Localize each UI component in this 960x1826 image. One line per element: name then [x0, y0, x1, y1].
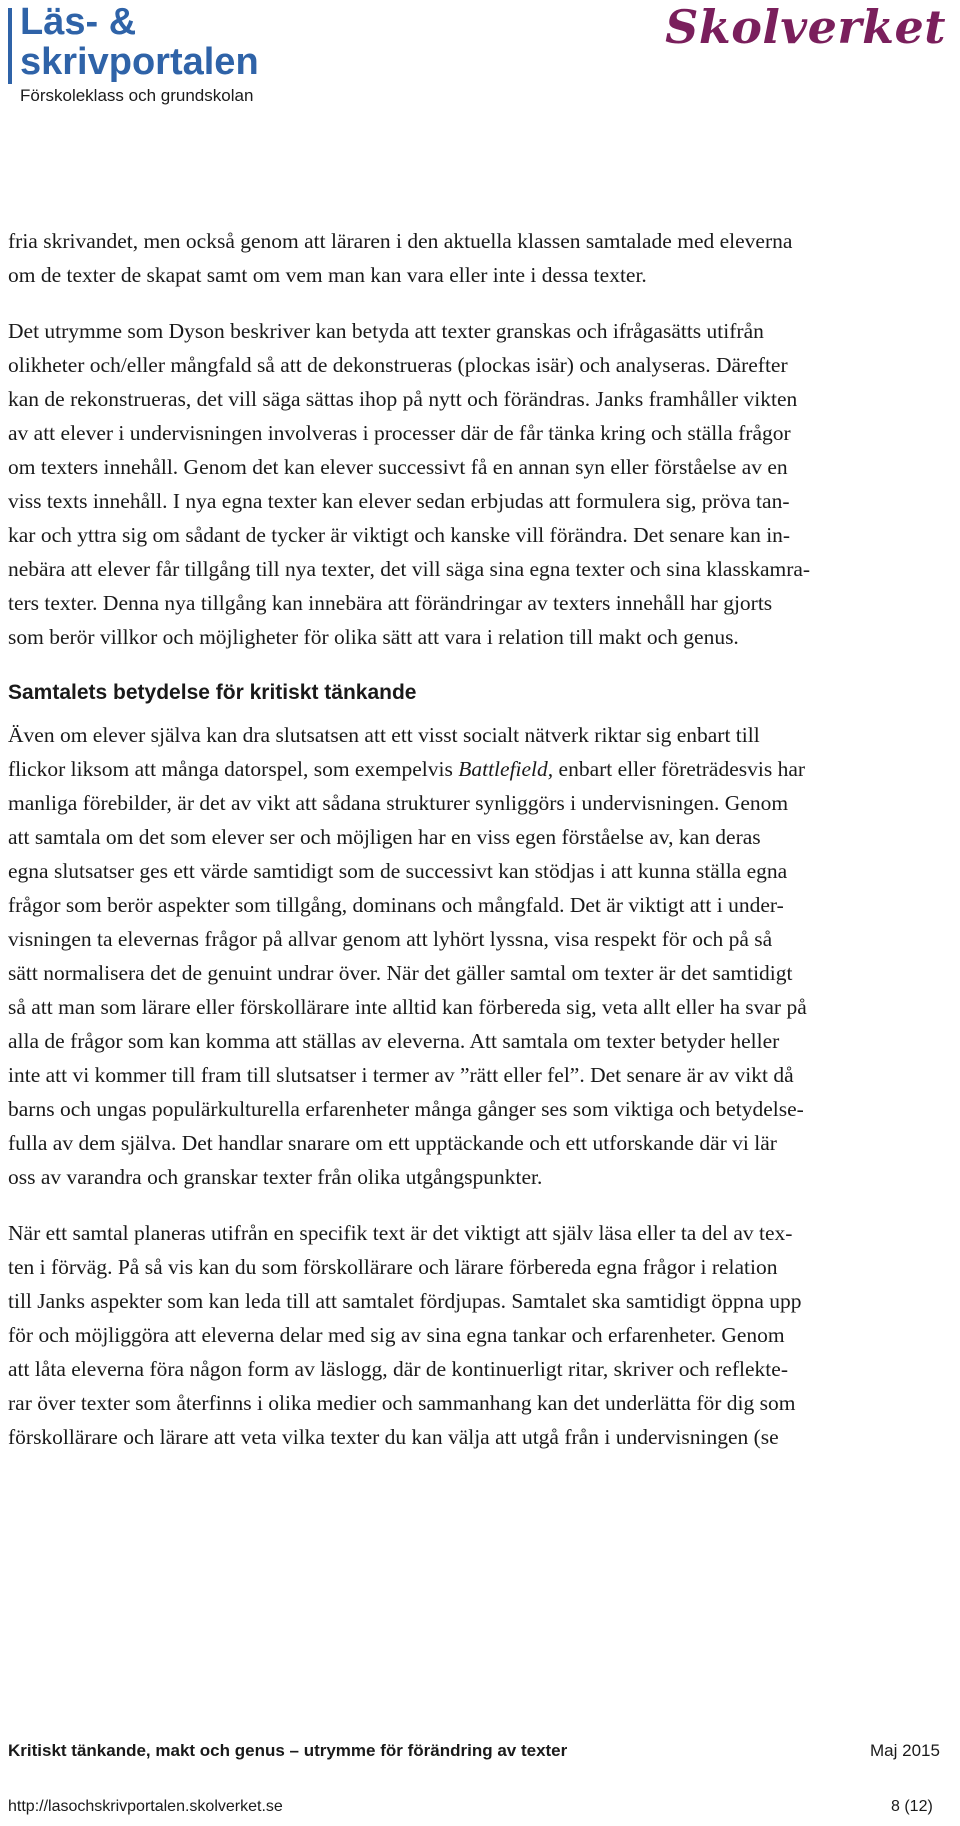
paragraph-3: [8, 718, 960, 1194]
paragraph-3-start: Även om elever själva kan dra slutsatsen att ett visst socialt nätverk riktar sig enbart till flickor liksom att många datorspel, som exempelvis: [8, 723, 760, 781]
logo-accent-bar: [8, 8, 12, 84]
italic-game-title: Battlefield,: [458, 757, 554, 781]
logo-title-line1: Läs- &: [20, 1, 137, 43]
section-heading: Samtalets betydelse för kritiskt tänkande: [8, 681, 417, 704]
page-header: [0, 0, 960, 110]
paragraph-3-end: enbart eller företrädesvis har manliga förebilder, är det av vikt att sådana strukturer synliggörs i undervisningen. Genom att samtala om det som elever ser och möjligen har en viss egen förståelse av, kan deras egna slutsatser ges ett värde samtidigt som de successivt kan stödjas i att kunna ställa egna frågor som berör aspekter som tillgång, dominans och mångfald. Det är viktigt att i under- visningen ta elevernas frågor på allvar genom att lyhört lyssna, visa respekt för och på så sätt normalisera det de genuint undrar över. När det gäller samtal om texter är det samtidigt så att man som lärare eller förskollärare inte alltid kan förbereda sig, veta allt eller ha svar på alla de frågor som kan komma att ställas av eleverna. Att samtala om texter betyder heller inte att vi kommer till fram till slutsatser i termer av ”rätt eller fel”. Det senare är av vikt då barns och ungas populärkulturella erfarenheter många gånger ses som viktiga och betydelse- fulla av dem själva. Det handlar snarare om ett upptäckande och ett utforskande där vi lär oss av varandra och granskar texter från olika utgångspunkter.: [8, 757, 807, 1189]
logo-title-line2: skrivportalen: [20, 41, 259, 83]
logo-subtitle: Förskoleklass och grundskolan: [20, 86, 254, 105]
footer-url-link[interactable]: http://lasochskrivportalen.skolverket.se: [8, 1798, 283, 1815]
paragraph-4: När ett samtal planeras utifrån en specifik text är det viktigt att själv läsa eller ta del av tex- ten i förväg. På så vis kan du som förskollärare och lärare förbereda egna frågor i relation till Janks aspekter som kan leda till att samtalet fördjupas. Samtalet ska samtidigt öppna upp för och möjliggöra att eleverna delar med sig av sina egna tankar och erfarenheter. Genom att låta eleverna föra någon form av läslogg, där de kontinuerligt ritar, skriver och reflekte- rar över texter som återfinns i olika medier och sammanhang kan det underlätta för dig som förskollärare och lärare att veta vilka texter du kan välja att utgå från i undervisningen (se: [8, 1221, 802, 1449]
paragraph-1: fria skrivandet, men också genom att läraren i den aktuella klassen samtalade med eleverna om de texter de skapat samt om vem man kan vara eller inte i dessa texter.: [8, 229, 793, 287]
skolverket-logo: Skolverket: [665, 0, 946, 54]
paragraph-2: Det utrymme som Dyson beskriver kan betyda att texter granskas och ifrågasätts utifrån olikheter och/eller mångfald så att de dekonstrueras (plockas isär) och analyseras. Därefter kan de rekonstrueras, det vill säga sättas ihop på nytt och förändras. Janks framhåller vikten av att elever i undervisningen involveras i processer där de får tänka kring och ställa frågor om texters innehåll. Genom det kan elever successivt få en annan syn eller förståelse av en viss texts innehåll. I nya egna texter kan elever sedan erbjudas att formulera sig, pröva tan- kar och yttra sig om sådant de tycker är viktigt och kanske vill förändra. Det senare kan in- nebära att elever får tillgång till nya texter, det vill säga sina egna texter och sina klasskamra- ters texter. Denna nya tillgång kan innebära att förändringar av texters innehåll har gjorts som berör villkor och möjligheter för olika sätt att vara i relation till makt och genus.: [8, 319, 811, 649]
footer-page-number: 8 (12): [891, 1798, 933, 1815]
document-body: [8, 224, 960, 1476]
footer-date: Maj 2015: [870, 1741, 940, 1760]
footer-document-title: Kritiskt tänkande, makt och genus – utrymme för förändring av texter: [8, 1741, 568, 1760]
las-skrivportalen-logo: [8, 1, 308, 105]
